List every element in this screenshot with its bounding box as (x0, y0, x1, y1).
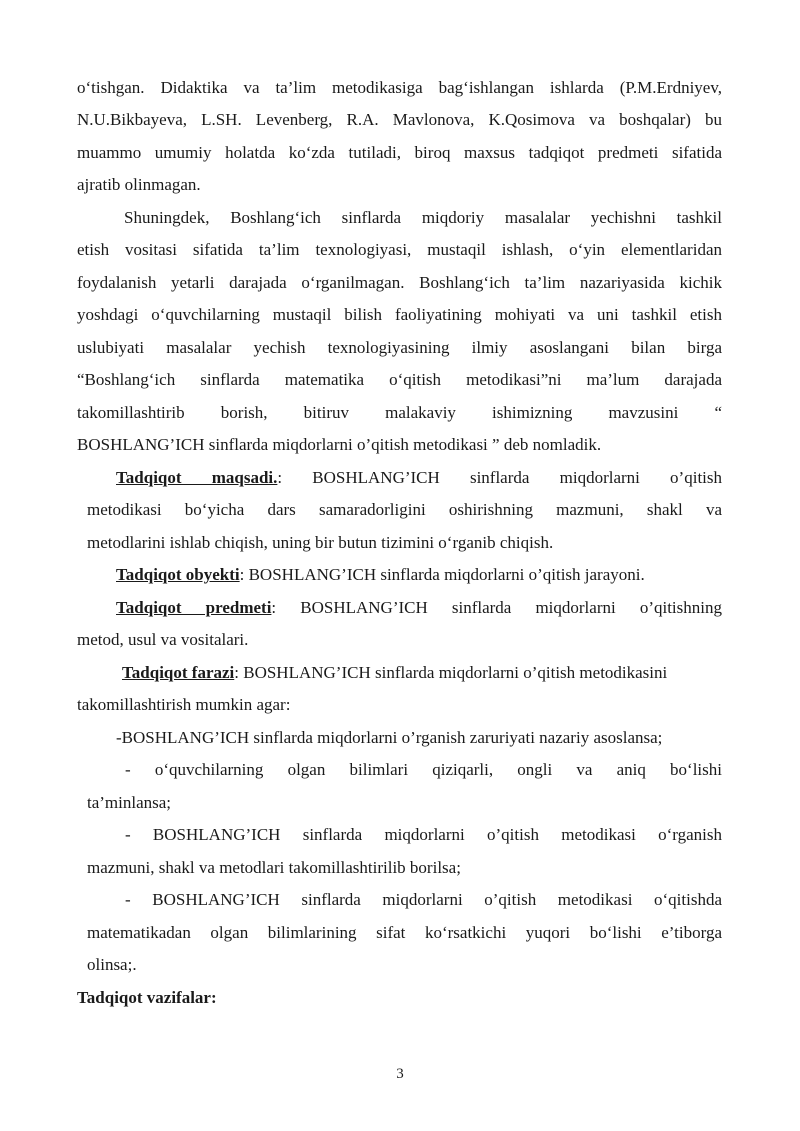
page-number: 3 (396, 1066, 404, 1082)
maqsad-text1: : BOSHLANG’ICH sinflarda miqdorlarni o’qitish (277, 468, 723, 487)
para2-line6: “Boshlang‘ich sinflarda matematika o‘qitish metodikasi”ni ma’lum darajada (77, 370, 722, 389)
list-item-4-line2: matematikadan olgan bilimlarining sifat ko‘rsatkichi yuqori bo‘lishi e’tiborga (87, 923, 722, 942)
para2-line2: etish vositasi sifatida ta’lim texnologiyasi, mustaqil ishlash, o‘yin elementlaridan (77, 240, 722, 259)
maqsad-line2: metodikasi bo‘yicha dars samaradorligini oshirishning mazmuni, shakl va (87, 500, 722, 519)
obyekt-text: : BOSHLANG’ICH sinflarda miqdorlarni o’qitish jarayoni. (239, 565, 645, 584)
predmet-line1 (116, 598, 722, 618)
list-item-3-line1: - BOSHLANG’ICH sinflarda miqdorlarni o’qitish metodikasi o‘rganish (125, 825, 722, 844)
list-item-4-line3: olinsa;. (87, 955, 137, 974)
list-item-4-line1: - BOSHLANG’ICH sinflarda miqdorlarni o’qitish metodikasi o‘qitishda (125, 890, 722, 909)
para1-line3: muammo umumiy holatda ko‘zda tutiladi, biroq maxsus tadqiqot predmeti sifatida (77, 143, 722, 162)
farazi-line1 (122, 663, 667, 683)
maqsad-label: Tadqiqot maqsadi. (116, 468, 278, 487)
para1-line4: ajratib olinmagan. (77, 175, 201, 194)
list-item-2-line1: - o‘quvchilarning olgan bilimlari qiziqarli, ongli va aniq bo‘lishi (125, 760, 722, 779)
maqsad-line1 (116, 468, 722, 488)
para2-line3: foydalanish yetarli darajada o‘rganilmagan. Boshlang‘ich ta’lim nazariyasida kichik (77, 273, 722, 292)
farazi-line2: takomillashtirish mumkin agar: (77, 695, 291, 714)
predmet-label: Tadqiqot predmeti (116, 598, 272, 617)
para1-line2: N.U.Bikbayeva, L.SH. Levenberg, R.A. Mavlonova, K.Qosimova va boshqalar) bu (77, 110, 722, 129)
para2-line4: yoshdagi o‘quvchilarning mustaqil bilish faoliyatining mohiyati va uni tashkil etish (77, 305, 722, 324)
para2-line5: uslubiyati masalalar yechish texnologiyasining ilmiy asoslangani bilan birga (77, 338, 722, 357)
vazifalar-heading: Tadqiqot vazifalar: (77, 988, 217, 1007)
list-item-3-line2: mazmuni, shakl va metodlari takomillashtirilib borilsa; (87, 858, 461, 877)
farazi-text1: : BOSHLANG’ICH sinflarda miqdorlarni o’qitish metodikasini (234, 663, 668, 682)
para2-line7: takomillashtirib borish, bitiruv malakaviy ishimizning mavzusini “ (77, 403, 722, 422)
predmet-text1: : BOSHLANG’ICH sinflarda miqdorlarni o’qitishning (271, 598, 722, 617)
para2-line8: BOSHLANG’ICH sinflarda miqdorlarni o’qitish metodikasi ” deb nomladik. (77, 435, 602, 454)
para1-line1: o‘tishgan. Didaktika va ta’lim metodikasiga bag‘ishlangan ishlarda (P.M.Erdniyev, (77, 78, 722, 97)
farazi-label: Tadqiqot farazi (122, 663, 235, 682)
list-item-1: -BOSHLANG’ICH sinflarda miqdorlarni o’rganish zaruriyati nazariy asoslansa; (116, 728, 663, 747)
maqsad-line3: metodlarini ishlab chiqish, uning bir butun tizimini o‘rganib chiqish. (87, 533, 554, 552)
para2-line1: Shuningdek, Boshlang‘ich sinflarda miqdoriy masalalar yechishni tashkil (124, 208, 722, 227)
obyekt-label: Tadqiqot obyekti (116, 565, 240, 584)
obyekt-line (116, 565, 645, 585)
predmet-line2: metod, usul va vositalari. (77, 630, 249, 649)
list-item-2-line2: ta’minlansa; (87, 793, 172, 812)
